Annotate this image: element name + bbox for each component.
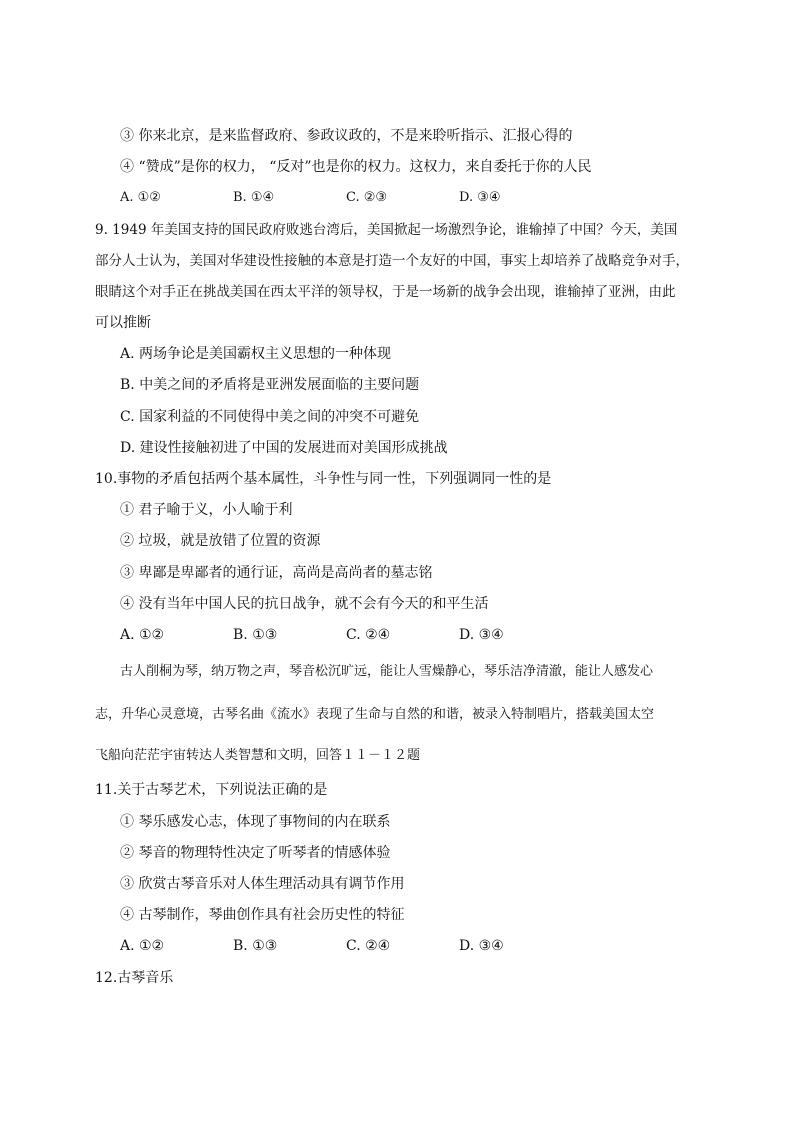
q9-stem-line-4: 可以推断 (95, 315, 151, 331)
q8-option-a: A. ①② (120, 190, 161, 205)
q8-option-b: B. ①④ (233, 190, 275, 205)
q11-item-4: ④ 古琴制作，琴曲创作具有社会历史性的特征 (120, 907, 405, 923)
q9-stem-line-3: 眼睛这个对手正在挑战美国在西太平洋的领导权，于是一场新的战争会出现，谁输掉了亚洲，由此 (95, 284, 676, 300)
q9-stem-line-2: 部分人士认为，美国对华建设性接触的本意是打造一个友好的中国，事实上却培养了战略竞争对手， (95, 253, 689, 269)
q9-option-c: C. 国家利益的不同使得中美之间的冲突不可避免 (120, 409, 420, 425)
q8-item-3: ③ 你来北京，是来监督政府、参政议政的，不是来聆听指示、汇报心得的 (120, 128, 573, 144)
q10-option-a: A. ①② (120, 627, 165, 643)
q9-stem-line-1: 9. 1949 年美国支持的国民政府败逃台湾后，美国掀起一场激烈争论，谁输掉了中国？今天，美国 (95, 222, 678, 238)
q9-option-a: A. 两场争论是美国霸权主义思想的一种体现 (120, 346, 392, 362)
q8-option-c: C. ②③ (346, 190, 388, 205)
q11-option-b: B. ①③ (233, 938, 278, 954)
q10-option-c: C. ②④ (346, 627, 391, 643)
q11-stem: 11.关于古琴艺术，下列说法正确的是 (95, 782, 328, 798)
q12-stem: 12.古琴音乐 (95, 970, 174, 986)
q8-item-4: ④ “赞成”是你的权力， “反对”也是你的权力。这权力，来自委托于你的人民 (120, 159, 592, 175)
q10-item-3: ③ 卑鄙是卑鄙者的通行证，高尚是高尚者的墓志铭 (120, 565, 433, 581)
q10-option-b: B. ①③ (233, 627, 278, 643)
q11-option-a: A. ①② (120, 938, 165, 954)
q9-option-d: D. 建设性接触初进了中国的发展进而对美国形成挑战 (120, 440, 448, 456)
q11-option-d: D. ③④ (459, 938, 504, 954)
q11-item-3: ③ 欣赏古琴音乐对人体生理活动具有调节作用 (120, 876, 405, 892)
passage-line-1: 古人削桐为琴，纳万物之声，琴音松沉旷远，能让人雪燥静心，琴乐洁净清澈，能让人感发心 (120, 664, 654, 679)
q10-option-d: D. ③④ (459, 627, 504, 643)
q11-item-2: ② 琴音的物理特性决定了听琴者的情感体验 (120, 845, 391, 861)
q10-item-1: ① 君子喻于义，小人喻于利 (120, 502, 293, 518)
q11-option-c: C. ②④ (346, 938, 391, 954)
q11-item-1: ① 琴乐感发心志，体现了事物间的内在联系 (120, 814, 391, 830)
q8-option-d: D. ③④ (459, 190, 501, 205)
q10-item-4: ④ 没有当年中国人民的抗日战争，就不会有今天的和平生活 (120, 596, 489, 612)
q10-item-2: ② 垃圾，就是放错了位置的资源 (120, 533, 321, 549)
q10-stem: 10.事物的矛盾包括两个基本属性，斗争性与同一性，下列强调同一性的是 (95, 471, 552, 487)
passage-line-3: 飞船向茫茫宇宙转达人类智慧和文明，回答１１－１２题 (95, 748, 421, 763)
q9-option-b: B. 中美之间的矛盾将是亚洲发展面临的主要问题 (120, 377, 420, 393)
passage-line-2: 志，升华心灵意境，古琴名曲《流水》表现了生命与自然的和谐，被录入特制唱片，搭载美国太空 (95, 707, 655, 722)
